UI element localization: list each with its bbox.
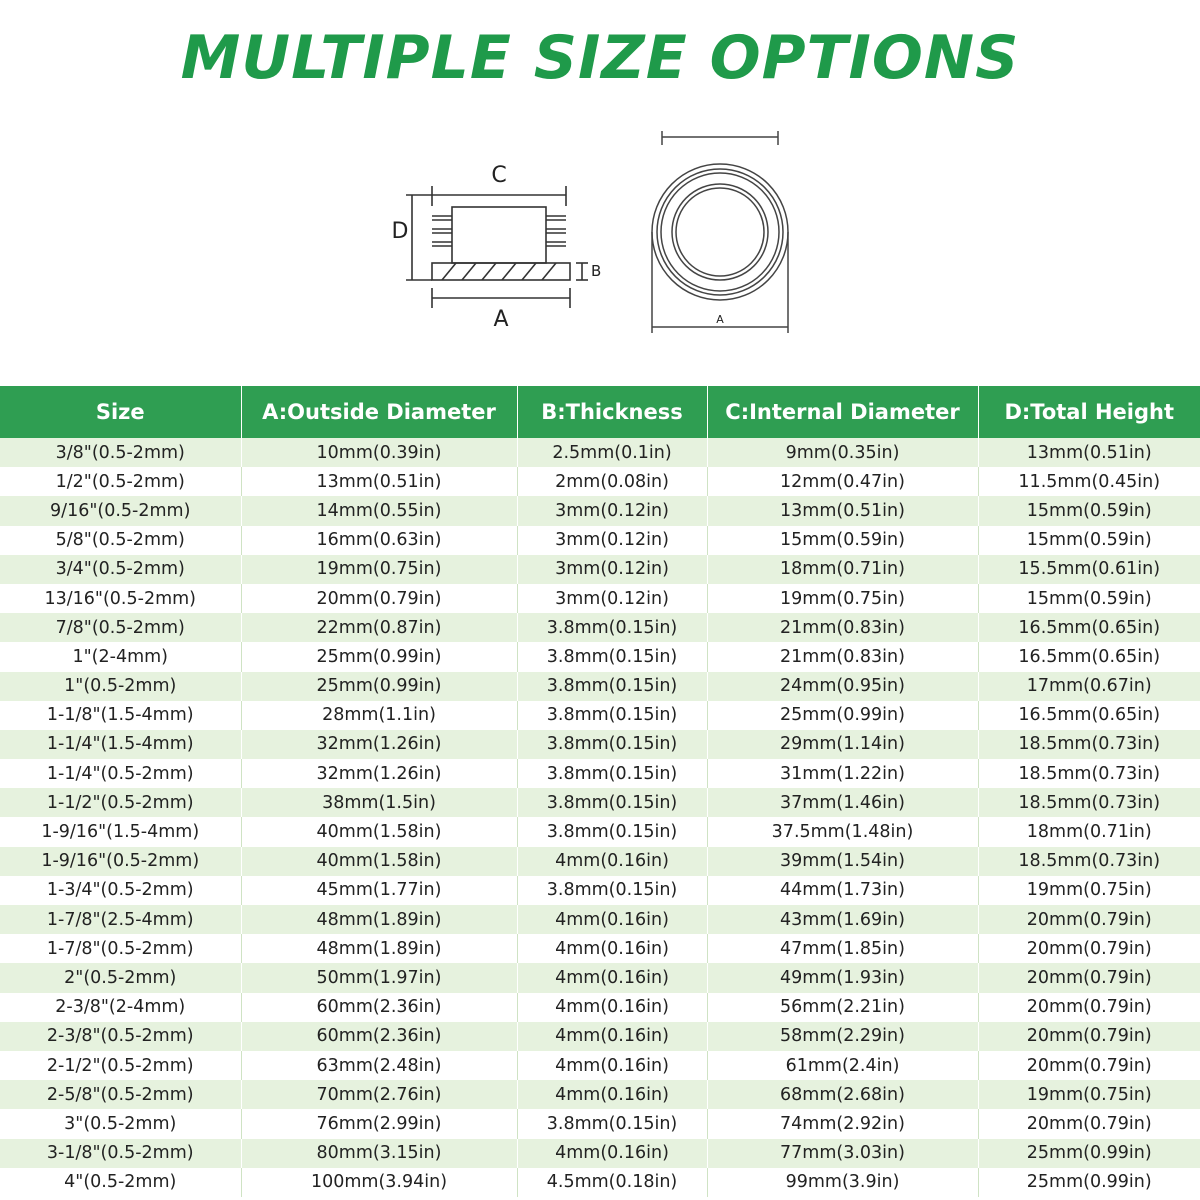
outside-diameter-cell: 14mm(0.55in) [241, 496, 517, 525]
internal-diameter-cell: 15mm(0.59in) [707, 526, 978, 555]
outside-diameter-cell: 32mm(1.26in) [241, 759, 517, 788]
size-cell: 1-7/8"(0.5-2mm) [0, 934, 241, 963]
thickness-cell: 3.8mm(0.15in) [517, 672, 707, 701]
total-height-cell: 16.5mm(0.65in) [978, 642, 1200, 671]
total-height-cell: 20mm(0.79in) [978, 1109, 1200, 1138]
table-row [0, 759, 1200, 788]
internal-diameter-cell: 21mm(0.83in) [707, 613, 978, 642]
outside-diameter-cell: 76mm(2.99in) [241, 1109, 517, 1138]
header-size: Size [0, 386, 241, 438]
page-title: MULTIPLE SIZE OPTIONS [180, 23, 1020, 93]
table-row [0, 1022, 1200, 1051]
total-height-cell: 15mm(0.59in) [978, 526, 1200, 555]
table-row [0, 1051, 1200, 1080]
label-a-top: A [716, 313, 724, 326]
internal-diameter-cell: 43mm(1.69in) [707, 905, 978, 934]
thickness-cell: 3mm(0.12in) [517, 555, 707, 584]
size-cell: 7/8"(0.5-2mm) [0, 613, 241, 642]
total-height-cell: 15.5mm(0.61in) [978, 555, 1200, 584]
table-row [0, 438, 1200, 467]
size-cell: 9/16"(0.5-2mm) [0, 496, 241, 525]
thickness-cell: 3mm(0.12in) [517, 526, 707, 555]
table-row [0, 613, 1200, 642]
size-cell: 3"(0.5-2mm) [0, 1109, 241, 1138]
total-height-cell: 20mm(0.79in) [978, 905, 1200, 934]
outside-diameter-cell: 40mm(1.58in) [241, 817, 517, 846]
size-cell: 1-7/8"(2.5-4mm) [0, 905, 241, 934]
internal-diameter-cell: 9mm(0.35in) [707, 438, 978, 467]
thickness-cell: 2mm(0.08in) [517, 467, 707, 496]
outside-diameter-cell: 45mm(1.77in) [241, 876, 517, 905]
top-view-diagram [630, 125, 810, 340]
size-cell: 1"(2-4mm) [0, 642, 241, 671]
size-cell: 1-3/4"(0.5-2mm) [0, 876, 241, 905]
internal-diameter-cell: 37mm(1.46in) [707, 788, 978, 817]
size-cell: 3/4"(0.5-2mm) [0, 555, 241, 584]
thickness-cell: 3mm(0.12in) [517, 496, 707, 525]
size-cell: 1-1/4"(0.5-2mm) [0, 759, 241, 788]
table-row [0, 526, 1200, 555]
outside-diameter-cell: 16mm(0.63in) [241, 526, 517, 555]
thickness-cell: 3.8mm(0.15in) [517, 730, 707, 759]
thickness-cell: 3mm(0.12in) [517, 584, 707, 613]
thickness-cell: 3.8mm(0.15in) [517, 817, 707, 846]
size-cell: 2-3/8"(2-4mm) [0, 993, 241, 1022]
outside-diameter-cell: 25mm(0.99in) [241, 672, 517, 701]
outside-diameter-cell: 48mm(1.89in) [241, 905, 517, 934]
thickness-cell: 4.5mm(0.18in) [517, 1168, 707, 1197]
size-cell: 2"(0.5-2mm) [0, 963, 241, 992]
table-body [0, 438, 1200, 1197]
total-height-cell: 19mm(0.75in) [978, 876, 1200, 905]
internal-diameter-cell: 49mm(1.93in) [707, 963, 978, 992]
table-header-row [0, 386, 1200, 438]
thickness-cell: 3.8mm(0.15in) [517, 788, 707, 817]
total-height-cell: 15mm(0.59in) [978, 496, 1200, 525]
outside-diameter-cell: 32mm(1.26in) [241, 730, 517, 759]
thickness-cell: 4mm(0.16in) [517, 934, 707, 963]
thickness-cell: 4mm(0.16in) [517, 847, 707, 876]
size-cell: 1/2"(0.5-2mm) [0, 467, 241, 496]
table-row [0, 847, 1200, 876]
total-height-cell: 18.5mm(0.73in) [978, 730, 1200, 759]
thickness-cell: 4mm(0.16in) [517, 905, 707, 934]
internal-diameter-cell: 12mm(0.47in) [707, 467, 978, 496]
thickness-cell: 3.8mm(0.15in) [517, 701, 707, 730]
table-row [0, 496, 1200, 525]
thickness-cell: 3.8mm(0.15in) [517, 759, 707, 788]
thickness-cell: 4mm(0.16in) [517, 1139, 707, 1168]
outside-diameter-cell: 28mm(1.1in) [241, 701, 517, 730]
outside-diameter-cell: 100mm(3.94in) [241, 1168, 517, 1197]
size-cell: 4"(0.5-2mm) [0, 1168, 241, 1197]
total-height-cell: 20mm(0.79in) [978, 934, 1200, 963]
internal-diameter-cell: 21mm(0.83in) [707, 642, 978, 671]
table-row [0, 963, 1200, 992]
table-row [0, 1139, 1200, 1168]
thickness-cell: 3.8mm(0.15in) [517, 642, 707, 671]
total-height-cell: 17mm(0.67in) [978, 672, 1200, 701]
internal-diameter-cell: 19mm(0.75in) [707, 584, 978, 613]
thickness-cell: 4mm(0.16in) [517, 963, 707, 992]
outside-diameter-cell: 19mm(0.75in) [241, 555, 517, 584]
outside-diameter-cell: 60mm(2.36in) [241, 1022, 517, 1051]
internal-diameter-cell: 68mm(2.68in) [707, 1080, 978, 1109]
header-internal-diameter: C:Internal Diameter [707, 386, 978, 438]
outside-diameter-cell: 48mm(1.89in) [241, 934, 517, 963]
thickness-cell: 4mm(0.16in) [517, 1051, 707, 1080]
thickness-cell: 3.8mm(0.15in) [517, 876, 707, 905]
outside-diameter-cell: 63mm(2.48in) [241, 1051, 517, 1080]
table-row [0, 993, 1200, 1022]
outside-diameter-cell: 20mm(0.79in) [241, 584, 517, 613]
internal-diameter-cell: 47mm(1.85in) [707, 934, 978, 963]
total-height-cell: 18.5mm(0.73in) [978, 759, 1200, 788]
internal-diameter-cell: 18mm(0.71in) [707, 555, 978, 584]
outside-diameter-cell: 10mm(0.39in) [241, 438, 517, 467]
table-row [0, 934, 1200, 963]
thickness-cell: 3.8mm(0.15in) [517, 613, 707, 642]
internal-diameter-cell: 29mm(1.14in) [707, 730, 978, 759]
label-b: B [591, 262, 602, 280]
total-height-cell: 13mm(0.51in) [978, 438, 1200, 467]
internal-diameter-cell: 13mm(0.51in) [707, 496, 978, 525]
total-height-cell: 25mm(0.99in) [978, 1139, 1200, 1168]
table-row [0, 555, 1200, 584]
total-height-cell: 20mm(0.79in) [978, 993, 1200, 1022]
total-height-cell: 20mm(0.79in) [978, 1022, 1200, 1051]
outside-diameter-cell: 25mm(0.99in) [241, 642, 517, 671]
size-cell: 2-3/8"(0.5-2mm) [0, 1022, 241, 1051]
size-cell: 13/16"(0.5-2mm) [0, 584, 241, 613]
table-row [0, 701, 1200, 730]
table-row [0, 1109, 1200, 1138]
table-row [0, 788, 1200, 817]
table-row [0, 467, 1200, 496]
side-view-diagram [380, 150, 610, 340]
total-height-cell: 18.5mm(0.73in) [978, 847, 1200, 876]
size-cell: 1-1/2"(0.5-2mm) [0, 788, 241, 817]
thickness-cell: 2.5mm(0.1in) [517, 438, 707, 467]
outside-diameter-cell: 50mm(1.97in) [241, 963, 517, 992]
size-spec-table [0, 386, 1200, 1197]
size-cell: 1-1/4"(1.5-4mm) [0, 730, 241, 759]
internal-diameter-cell: 74mm(2.92in) [707, 1109, 978, 1138]
internal-diameter-cell: 58mm(2.29in) [707, 1022, 978, 1051]
total-height-cell: 11.5mm(0.45in) [978, 467, 1200, 496]
table-row [0, 817, 1200, 846]
total-height-cell: 18.5mm(0.73in) [978, 788, 1200, 817]
label-a: A [493, 307, 509, 332]
table-row [0, 876, 1200, 905]
total-height-cell: 18mm(0.71in) [978, 817, 1200, 846]
size-cell: 3-1/8"(0.5-2mm) [0, 1139, 241, 1168]
internal-diameter-cell: 99mm(3.9in) [707, 1168, 978, 1197]
outside-diameter-cell: 22mm(0.87in) [241, 613, 517, 642]
header-total-height: D:Total Height [978, 386, 1200, 438]
internal-diameter-cell: 56mm(2.21in) [707, 993, 978, 1022]
table-row [0, 642, 1200, 671]
label-c: C [491, 163, 507, 188]
size-cell: 1-9/16"(0.5-2mm) [0, 847, 241, 876]
internal-diameter-cell: 31mm(1.22in) [707, 759, 978, 788]
size-cell: 2-5/8"(0.5-2mm) [0, 1080, 241, 1109]
size-cell: 3/8"(0.5-2mm) [0, 438, 241, 467]
table-row [0, 905, 1200, 934]
header-thickness: B:Thickness [517, 386, 707, 438]
size-cell: 2-1/2"(0.5-2mm) [0, 1051, 241, 1080]
table-row [0, 1168, 1200, 1197]
header-outside-diameter: A:Outside Diameter [241, 386, 517, 438]
total-height-cell: 20mm(0.79in) [978, 963, 1200, 992]
thickness-cell: 4mm(0.16in) [517, 1022, 707, 1051]
internal-diameter-cell: 37.5mm(1.48in) [707, 817, 978, 846]
outside-diameter-cell: 13mm(0.51in) [241, 467, 517, 496]
outside-diameter-cell: 60mm(2.36in) [241, 993, 517, 1022]
internal-diameter-cell: 39mm(1.54in) [707, 847, 978, 876]
thickness-cell: 4mm(0.16in) [517, 1080, 707, 1109]
internal-diameter-cell: 44mm(1.73in) [707, 876, 978, 905]
outside-diameter-cell: 40mm(1.58in) [241, 847, 517, 876]
total-height-cell: 15mm(0.59in) [978, 584, 1200, 613]
table-row [0, 730, 1200, 759]
thickness-cell: 4mm(0.16in) [517, 993, 707, 1022]
table-row [0, 584, 1200, 613]
outside-diameter-cell: 70mm(2.76in) [241, 1080, 517, 1109]
outside-diameter-cell: 80mm(3.15in) [241, 1139, 517, 1168]
internal-diameter-cell: 77mm(3.03in) [707, 1139, 978, 1168]
size-cell: 1-1/8"(1.5-4mm) [0, 701, 241, 730]
total-height-cell: 16.5mm(0.65in) [978, 701, 1200, 730]
internal-diameter-cell: 25mm(0.99in) [707, 701, 978, 730]
total-height-cell: 25mm(0.99in) [978, 1168, 1200, 1197]
table-row [0, 672, 1200, 701]
size-cell: 1"(0.5-2mm) [0, 672, 241, 701]
internal-diameter-cell: 61mm(2.4in) [707, 1051, 978, 1080]
table-row [0, 1080, 1200, 1109]
thickness-cell: 3.8mm(0.15in) [517, 1109, 707, 1138]
size-cell: 1-9/16"(1.5-4mm) [0, 817, 241, 846]
total-height-cell: 16.5mm(0.65in) [978, 613, 1200, 642]
size-cell: 5/8"(0.5-2mm) [0, 526, 241, 555]
outside-diameter-cell: 38mm(1.5in) [241, 788, 517, 817]
label-d: D [391, 219, 409, 244]
internal-diameter-cell: 24mm(0.95in) [707, 672, 978, 701]
total-height-cell: 19mm(0.75in) [978, 1080, 1200, 1109]
total-height-cell: 20mm(0.79in) [978, 1051, 1200, 1080]
